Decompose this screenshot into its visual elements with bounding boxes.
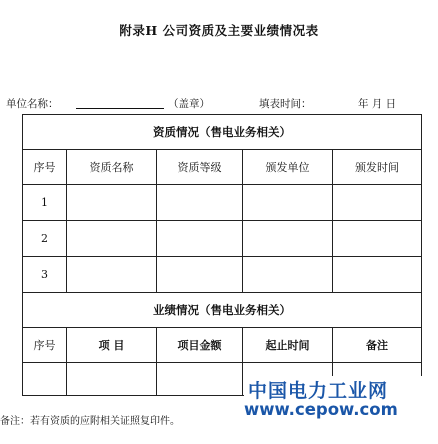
table-cell[interactable] (157, 221, 243, 257)
qualification-header-row (23, 150, 422, 185)
row-number: 3 (23, 257, 67, 293)
table-cell[interactable] (67, 185, 157, 221)
unit-name-label: 单位名称： (6, 98, 59, 110)
qualification-performance-table (22, 114, 422, 396)
table-row (23, 185, 422, 221)
header-cell: 项 目 (67, 328, 157, 363)
table-cell[interactable] (243, 257, 333, 293)
row-number: 1 (23, 185, 67, 221)
table-cell[interactable] (67, 221, 157, 257)
header-cell: 序号 (23, 150, 67, 185)
table-cell[interactable] (67, 257, 157, 293)
header-cell: 项目金额 (157, 328, 243, 363)
footnote: 备注：若有资质的应附相关证照复印件。 (0, 416, 180, 427)
row-number: 2 (23, 221, 67, 257)
table-cell[interactable] (333, 185, 422, 221)
table-cell[interactable] (157, 257, 243, 293)
qualification-section-row (23, 115, 422, 150)
unit-name-blank[interactable] (76, 108, 164, 109)
header-cell: 备注 (333, 328, 422, 363)
table-cell[interactable] (333, 221, 422, 257)
page-title: 附录H 公司资质及主要业绩情况表 (119, 23, 319, 38)
header-cell: 资质等级 (157, 150, 243, 185)
qualification-section-title: 资质情况（售电业务相关） (23, 115, 422, 150)
performance-header-row (23, 328, 422, 363)
watermark (244, 376, 438, 422)
date-label: 年 月 日 (358, 98, 397, 110)
watermark-url: www.cepow.com (244, 400, 398, 419)
header-cell: 序号 (23, 328, 67, 363)
seal-label: （盖章） (168, 98, 210, 110)
table-cell[interactable] (157, 185, 243, 221)
fill-time-label: 填表时间： (259, 98, 312, 110)
table-cell[interactable] (67, 363, 157, 396)
table-row (23, 221, 422, 257)
table-row (23, 257, 422, 293)
table-cell[interactable] (333, 257, 422, 293)
header-cell: 颁发单位 (243, 150, 333, 185)
performance-section-title: 业绩情况（售电业务相关） (23, 293, 422, 328)
header-cell: 起止时间 (243, 328, 333, 363)
table-cell[interactable] (157, 363, 243, 396)
header-cell: 资质名称 (67, 150, 157, 185)
table-cell[interactable] (23, 363, 67, 396)
header-cell: 颁发时间 (333, 150, 422, 185)
form-meta-row (6, 96, 432, 110)
table-cell[interactable] (243, 185, 333, 221)
table-cell[interactable] (243, 221, 333, 257)
watermark-site-name: 中国电力工业网 (248, 380, 389, 402)
performance-section-row (23, 293, 422, 328)
